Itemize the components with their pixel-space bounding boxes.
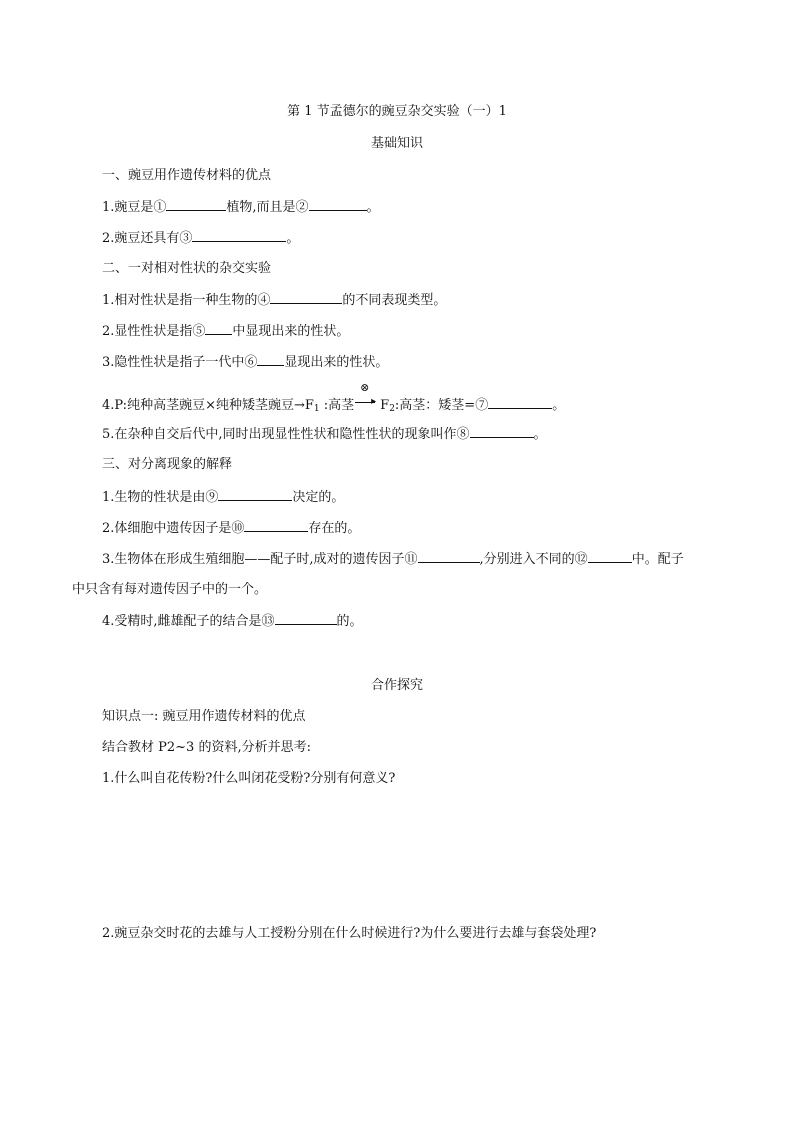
f1-subscript: 1 [313, 404, 320, 414]
text-segment: 2.体细胞中遗传因子是⑩ [102, 521, 245, 536]
line-gamete-formation [102, 551, 684, 568]
line-gamete-formation-cont: 中只含有每对遗传因子中的一个。 [72, 582, 268, 597]
text-segment: 的不同表现类型。 [342, 293, 447, 308]
text-segment: 1.相对性状是指一种生物的④ [102, 293, 271, 308]
text-segment: ,分别进入不同的⑫ [479, 552, 588, 567]
f2-subscript: 2 [389, 404, 395, 414]
f1-label: F [304, 398, 314, 413]
self-cross-icon: ⊗ [360, 381, 370, 394]
instruction-line: 结合教材 P2~3 的资料,分析并思考: [102, 740, 311, 755]
arrow-icon: → [293, 398, 305, 413]
heading-hybrid-experiment: 二、一对相对性状的杂交实验 [102, 261, 272, 276]
blank-12[interactable] [588, 551, 632, 563]
blank-7[interactable] [488, 397, 552, 409]
blank-10[interactable] [244, 520, 308, 532]
text-segment: 3.生物体在形成生殖细胞——配子时,成对的遗传因子⑪ [102, 552, 418, 567]
line-segregation [102, 426, 547, 443]
text-segment: 4.受精时,雌雄配子的结合是⑬ [102, 614, 275, 629]
section-basic-knowledge: 基础知识 [370, 136, 423, 151]
text-segment: 植物,而且是② [226, 200, 309, 215]
heading-explanation: 三、对分离现象的解释 [102, 457, 233, 472]
arrow-head-icon: ▸ [371, 396, 377, 407]
blank-3[interactable] [192, 230, 286, 242]
text-segment: 1.豌豆是① [102, 200, 167, 215]
text-segment: 。 [286, 231, 300, 246]
blank-2[interactable] [309, 199, 367, 211]
text-segment: 5.在杂种自交后代中,同时出现显性性状和隐性性状的现象叫作⑧ [102, 427, 470, 442]
text-segment: 2.豌豆还具有③ [102, 231, 193, 246]
text-segment: 1.生物的性状是由⑨ [102, 490, 219, 505]
text-segment: :高茎 [319, 398, 355, 413]
blank-1[interactable] [166, 199, 226, 211]
line-pea-also-has [102, 230, 299, 247]
text-segment: 。 [366, 200, 380, 215]
heading-advantages: 一、豌豆用作遗传材料的优点 [102, 168, 272, 183]
line-cross-formula [102, 381, 566, 417]
text-segment: 存在的。 [308, 521, 361, 536]
line-trait-determination [102, 489, 344, 506]
text-segment: 显现出来的性状。 [284, 355, 389, 370]
self-cross-arrow [354, 381, 380, 409]
question-2: 2.豌豆杂交时花的去雄与人工授粉分别在什么时候进行?为什么要进行去雄与套袋处理? [102, 926, 597, 941]
blank-4[interactable] [270, 292, 342, 304]
line-relative-traits [102, 292, 446, 309]
line-somatic-cell [102, 520, 360, 537]
blank-11[interactable] [418, 551, 480, 563]
line-pea-plant [102, 199, 380, 216]
line-dominant-trait [102, 323, 349, 340]
text-segment: 中。配子 [631, 552, 684, 567]
text-segment: 的。 [336, 614, 363, 629]
text-segment: 2.显性性状是指⑤ [102, 324, 206, 339]
text-segment: 3.隐性性状是指子一代中⑥ [102, 355, 258, 370]
text-segment: 决定的。 [292, 490, 345, 505]
text-segment: 。 [552, 398, 566, 413]
line-fertilization [102, 613, 363, 630]
blank-8[interactable] [470, 426, 534, 438]
question-1: 1.什么叫自花传粉?什么叫闭花受粉?分别有何意义? [102, 771, 396, 786]
page-title: 第 1 节孟德尔的豌豆杂交实验（一）1 [287, 104, 507, 119]
blank-6[interactable] [257, 354, 284, 366]
blank-9[interactable] [218, 489, 292, 501]
line-recessive-trait [102, 354, 388, 371]
text-segment: :高茎：矮茎=⑦ [394, 398, 489, 413]
section-cooperative-inquiry: 合作探究 [370, 678, 423, 693]
text-segment: 4.P:纯种高茎豌豆×纯种矮茎豌豆 [102, 398, 294, 413]
blank-5[interactable] [205, 323, 232, 335]
text-segment: 中显现出来的性状。 [232, 324, 350, 339]
blank-13[interactable] [275, 613, 337, 625]
knowledge-point-1: 知识点一: 豌豆用作遗传材料的优点 [102, 709, 306, 724]
text-segment: 。 [533, 427, 547, 442]
f2-label: F [380, 398, 390, 413]
